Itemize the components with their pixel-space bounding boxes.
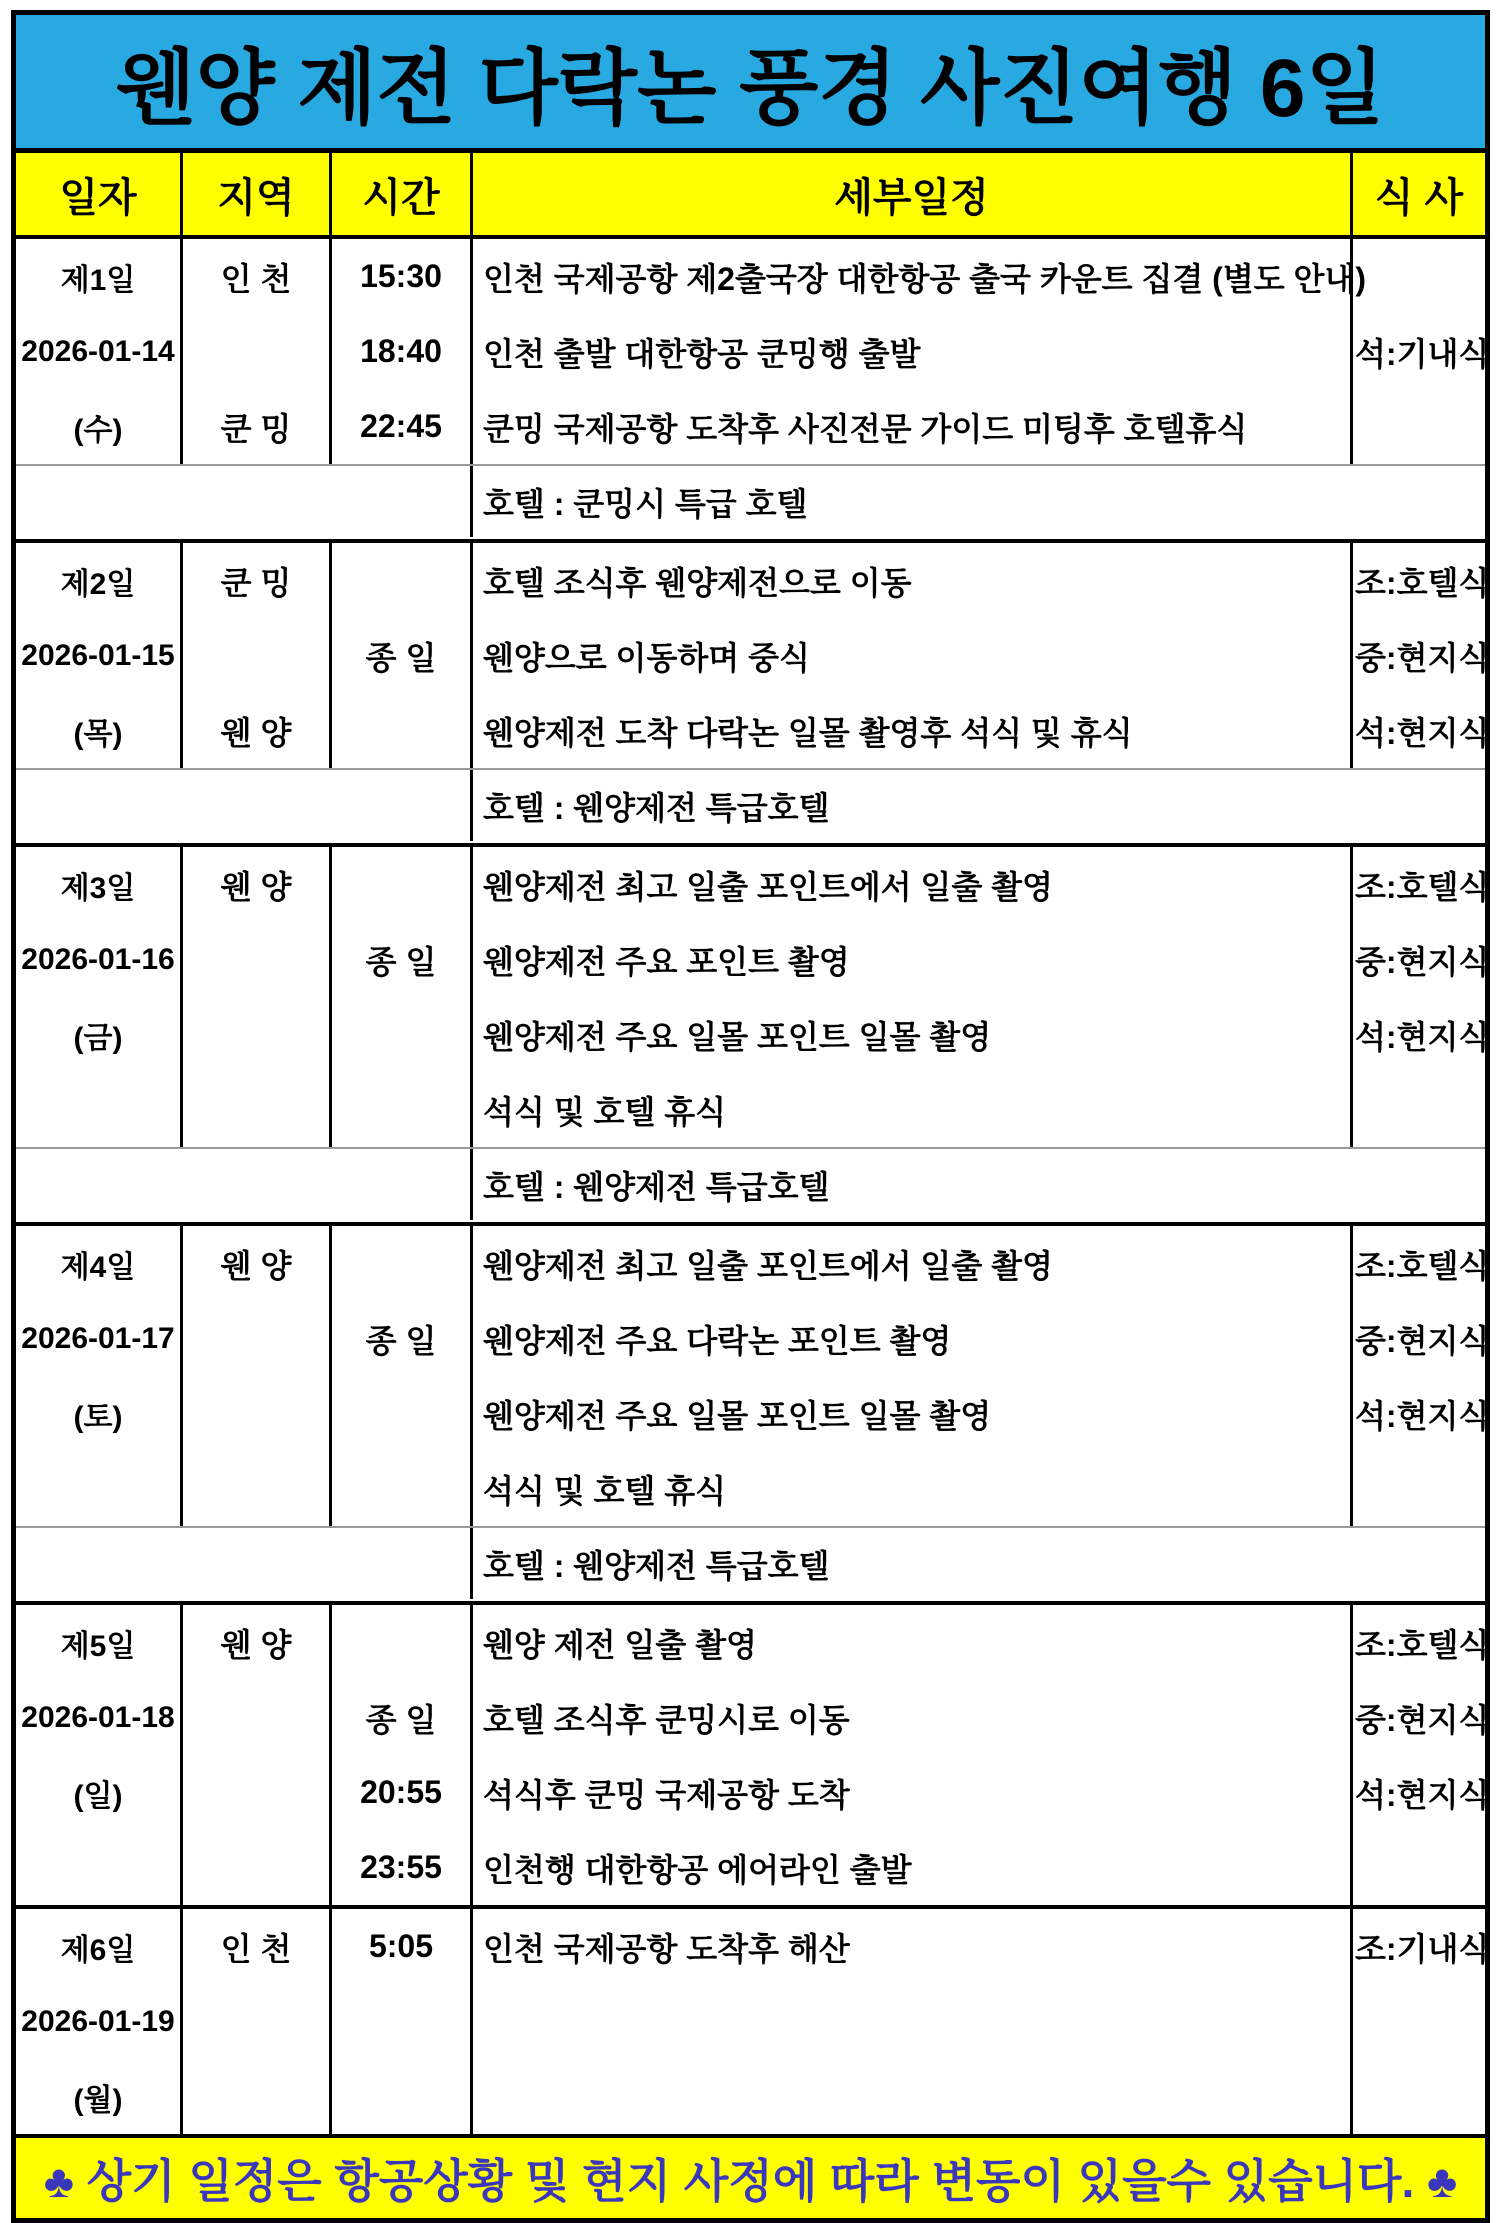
meal-cell: 중:현지식 (1350, 922, 1485, 997)
day-block (16, 239, 1490, 543)
region-cell (183, 1301, 332, 1376)
time-cell: 종 일 (332, 1680, 473, 1755)
meal-cell (1350, 1072, 1485, 1147)
region-cell (183, 1984, 332, 2059)
hotel-label: 호텔 : 쿤밍시 특급 호텔 (483, 485, 808, 522)
date-cell: (월) (16, 2059, 183, 2134)
time-cell (332, 847, 473, 922)
detail-cell: 인천 출발 대한항공 쿤밍행 출발 (483, 335, 921, 372)
detail-cell: 인천 국제공항 제2출국장 대한항공 출국 카운트 집결 (별도 안내) (483, 260, 1367, 297)
page-title: 웬양 제전 다락논 풍경 사진여행 6일 (116, 43, 1385, 134)
detail-cell: 웬양제전 주요 일몰 포인트 일몰 촬영 (483, 1397, 992, 1434)
meal-cell: 조:호텔식 (1350, 1226, 1485, 1301)
date-cell: 제6일 (16, 1909, 183, 1984)
date-cell: 제3일 (16, 847, 183, 922)
time-cell (332, 1605, 473, 1680)
region-cell (183, 1072, 332, 1147)
date-cell: (수) (16, 389, 183, 464)
time-cell (332, 997, 473, 1072)
time-cell: 20:55 (332, 1755, 473, 1830)
day-blocks-container (16, 239, 1490, 2138)
meal-cell: 조:호텔식 (1350, 847, 1485, 922)
date-cell: (토) (16, 1376, 183, 1451)
day-block (16, 543, 1490, 847)
date-cell (16, 1072, 183, 1147)
detail-cell: 석식 및 호텔 휴식 (483, 1472, 727, 1509)
date-cell: 제4일 (16, 1226, 183, 1301)
region-cell (183, 1680, 332, 1755)
detail-cell: 호텔 조식후 쿤밍시로 이동 (483, 1701, 850, 1738)
region-cell (183, 618, 332, 693)
itinerary-sheet (11, 10, 1490, 2223)
region-cell (183, 1755, 332, 1830)
meal-cell: 석:기내식 (1350, 314, 1485, 389)
meal-cell: 석:현지식 (1350, 997, 1485, 1072)
meal-cell: 중:현지식 (1350, 1301, 1485, 1376)
detail-cell: 석식 및 호텔 휴식 (483, 1093, 727, 1130)
time-cell: 종 일 (332, 1301, 473, 1376)
detail-cell: 호텔 조식후 웬양제전으로 이동 (483, 564, 912, 601)
hotel-row (16, 768, 1485, 841)
region-cell: 쿤 밍 (183, 543, 332, 618)
time-cell (332, 1072, 473, 1147)
detail-cell: 인천 국제공항 도착후 해산 (483, 1930, 850, 1967)
meal-cell (1350, 1830, 1485, 1905)
date-cell: 2026-01-18 (16, 1680, 183, 1755)
hotel-label: 호텔 : 웬양제전 특급호텔 (483, 789, 830, 826)
meal-cell (1350, 1984, 1485, 2059)
detail-cell (473, 1984, 1350, 2059)
region-cell (183, 314, 332, 389)
detail-cell (473, 2059, 1350, 2134)
date-cell: 제1일 (16, 239, 183, 314)
meal-cell (1350, 389, 1485, 464)
time-cell (332, 543, 473, 618)
date-cell: 2026-01-16 (16, 922, 183, 997)
region-cell: 쿤 밍 (183, 389, 332, 464)
detail-cell: 웬양제전 주요 일몰 포인트 일몰 촬영 (483, 1018, 992, 1055)
day-block (16, 1909, 1490, 2138)
meal-cell: 석:현지식 (1350, 1755, 1485, 1830)
region-cell (183, 922, 332, 997)
hotel-row (16, 1526, 1485, 1599)
date-cell: (일) (16, 1755, 183, 1830)
time-cell: 15:30 (332, 239, 473, 314)
time-cell: 종 일 (332, 618, 473, 693)
detail-cell: 석식후 쿤밍 국제공항 도착 (483, 1776, 850, 1813)
date-cell (16, 1830, 183, 1905)
meal-cell: 조:기내식 (1350, 1909, 1485, 1984)
hotel-row (16, 464, 1485, 537)
footer-notice: ♣ 상기 일정은 항공상황 및 현지 사정에 따라 변동이 있을수 있습니다. ♣ (16, 2138, 1485, 2218)
hotel-label: 호텔 : 웬양제전 특급호텔 (483, 1547, 830, 1584)
time-cell (332, 1984, 473, 2059)
column-header-date: 일자 (16, 153, 183, 235)
time-cell (332, 1451, 473, 1526)
hotel-row-blank-cell (16, 466, 473, 537)
detail-cell: 웬양 제전 일출 촬영 (483, 1626, 757, 1663)
date-cell: (금) (16, 997, 183, 1072)
meal-cell: 중:현지식 (1350, 1680, 1485, 1755)
column-header-meal: 식 사 (1350, 153, 1485, 235)
time-cell (332, 1226, 473, 1301)
detail-cell: 웬양제전 최고 일출 포인트에서 일출 촬영 (483, 868, 1053, 905)
hotel-row (16, 1147, 1485, 1220)
table-header-row (16, 153, 1485, 239)
hotel-row-blank-cell (16, 770, 473, 841)
meal-cell (1350, 2059, 1485, 2134)
day-block (16, 1605, 1490, 1909)
detail-cell: 웬양제전 도착 다락논 일몰 촬영후 석식 및 휴식 (483, 714, 1133, 751)
meal-cell: 조:호텔식 (1350, 1605, 1485, 1680)
region-cell (183, 2059, 332, 2134)
time-cell (332, 693, 473, 768)
meal-cell: 중:현지식 (1350, 618, 1485, 693)
date-cell (16, 1451, 183, 1526)
meal-cell: 석:현지식 (1350, 693, 1485, 768)
region-cell: 웬 양 (183, 1226, 332, 1301)
date-cell: 제5일 (16, 1605, 183, 1680)
region-cell (183, 1376, 332, 1451)
region-cell: 웬 양 (183, 847, 332, 922)
date-cell: 제2일 (16, 543, 183, 618)
date-cell: (목) (16, 693, 183, 768)
meal-cell (1350, 1451, 1485, 1526)
detail-cell: 인천행 대한항공 에어라인 출발 (483, 1851, 912, 1888)
day-block (16, 1226, 1490, 1605)
column-header-region: 지역 (183, 153, 332, 235)
date-cell: 2026-01-15 (16, 618, 183, 693)
region-cell (183, 1451, 332, 1526)
time-cell: 22:45 (332, 389, 473, 464)
hotel-row-blank-cell (16, 1528, 473, 1599)
region-cell: 웬 양 (183, 693, 332, 768)
meal-cell: 조:호텔식 (1350, 543, 1485, 618)
time-cell: 종 일 (332, 922, 473, 997)
column-header-detail: 세부일정 (834, 175, 989, 220)
detail-cell: 웬양제전 최고 일출 포인트에서 일출 촬영 (483, 1247, 1053, 1284)
day-block (16, 847, 1490, 1226)
time-cell (332, 1376, 473, 1451)
detail-cell: 웬양제전 주요 다락논 포인트 촬영 (483, 1322, 952, 1359)
title-banner (16, 15, 1485, 153)
time-cell: 23:55 (332, 1830, 473, 1905)
region-cell: 인 천 (183, 1909, 332, 1984)
region-cell (183, 997, 332, 1072)
region-cell: 인 천 (183, 239, 332, 314)
region-cell (183, 1830, 332, 1905)
region-cell: 웬 양 (183, 1605, 332, 1680)
meal-cell (1350, 239, 1485, 314)
date-cell: 2026-01-19 (16, 1984, 183, 2059)
time-cell: 5:05 (332, 1909, 473, 1984)
time-cell (332, 2059, 473, 2134)
detail-cell: 웬양제전 주요 포인트 촬영 (483, 943, 850, 980)
hotel-row-blank-cell (16, 1149, 473, 1220)
detail-cell: 쿤밍 국제공항 도착후 사진전문 가이드 미팅후 호텔휴식 (483, 410, 1248, 447)
meal-cell: 석:현지식 (1350, 1376, 1485, 1451)
hotel-label: 호텔 : 웬양제전 특급호텔 (483, 1168, 830, 1205)
date-cell: 2026-01-14 (16, 314, 183, 389)
column-header-time: 시간 (332, 153, 473, 235)
time-cell: 18:40 (332, 314, 473, 389)
date-cell: 2026-01-17 (16, 1301, 183, 1376)
detail-cell: 웬양으로 이동하며 중식 (483, 639, 810, 676)
